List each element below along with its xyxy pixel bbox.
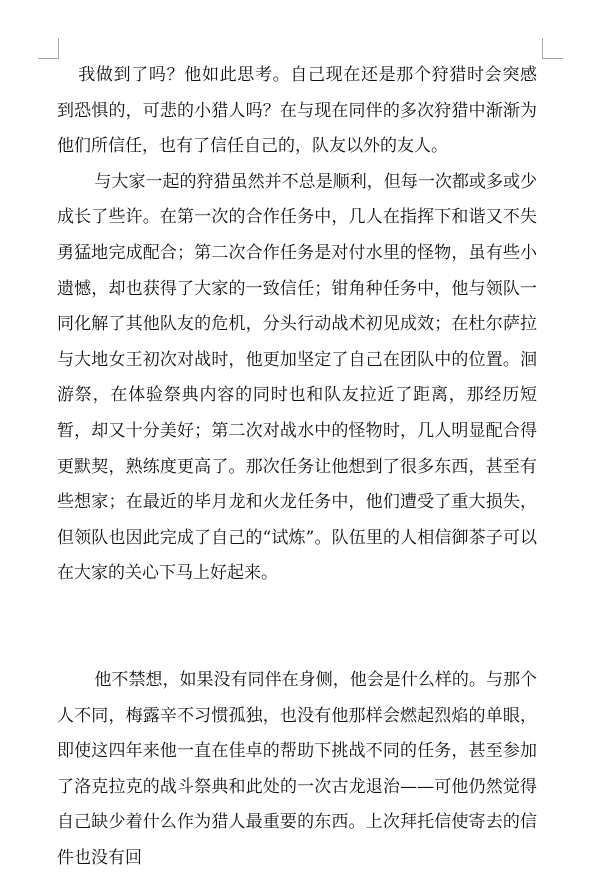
paragraph-2[interactable]: 与大家一起的狩猎虽然并不总是顺利，但每一次都或多或少成长了些许。在第一次的合作任务中，几人在指挥下和谐又不失勇猛地完成配合；第二次合作任务是对付水里的怪物，虽有些小遗憾，却也获得了大家的一致信任；钳角种任务中，他与领队一同化解了其他队友的危机，分头行动战术初见成效；在杜尔萨拉与大地女王初次对战时，他更加坚定了自己在团队中的位置。洄游祭，在体验祭典内容的同时也和队友拉近了距离，那经历短暂，却又十分美好；第二次对战水中的怪物时，几人明显配合得更默契，熟练度更高了。那次任务让他想到了很多东西，甚至有些想家；在最近的毕月龙和火龙任务中，他们遭受了重大损失，但领队也因此完成了自己的“试炼”。队伍里的人相信御茶子可以在大家的关心下马上好起来。 <box>57 171 537 584</box>
top-left-margin-marker <box>38 38 59 59</box>
top-right-margin-marker <box>542 38 563 59</box>
document-body[interactable] <box>57 58 537 876</box>
paragraph-3[interactable]: 他不禁想，如果没有同伴在身侧，他会是什么样的。与那个人不同，梅露辛不习惯孤独，也没有他那样会燃起烈焰的单眼，即使这四年来他一直在佳卓的帮助下挑战不同的任务，甚至参加了洛克拉克的战斗祭典和此处的一次古龙退治——可他仍然觉得自己缺少着什么作为猎人最重要的东西。上次拜托信使寄去的信件也没有回 <box>57 669 537 868</box>
paragraph-1[interactable]: 我做到了吗？他如此思考。自己现在还是那个狩猎时会突感到恐惧的，可悲的小猎人吗？在与现在同伴的多次狩猎中渐渐为他们所信任，也有了信任自己的，队友以外的友人。 <box>57 65 537 157</box>
